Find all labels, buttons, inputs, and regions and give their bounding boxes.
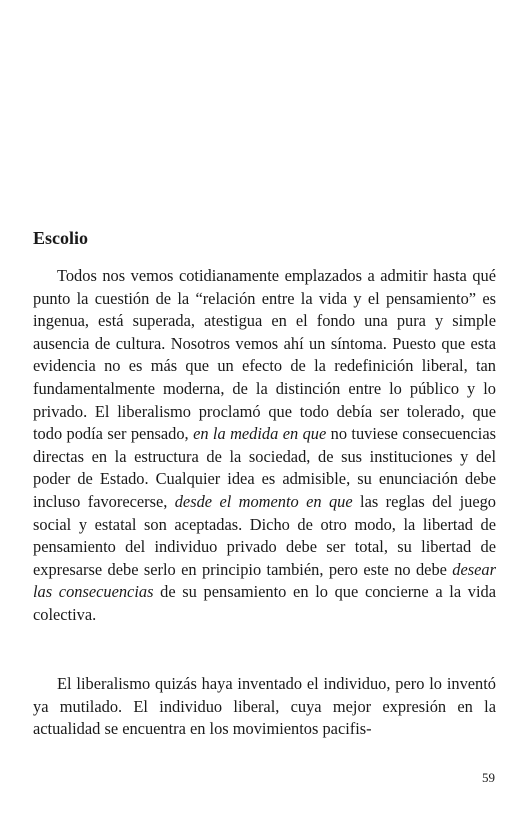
paragraph-2: El liberalismo quizás haya inventado el individuo, pero lo inventó ya mutilado. El individuo liberal, cuya mejor expresión en la actualidad se encuentra en los movimientos pacifis- <box>33 674 496 739</box>
italic-phrase-2: desde el momento en que <box>174 491 353 511</box>
paragraph-1 <box>33 265 496 627</box>
paragraph-1-text-a: Todos nos vemos cotidianamente emplazados a admitir hasta qué punto la cuestión de la “relación entre la vida y el pensamiento” es ingenua, está superada, atestigua en el fondo una pura y simple ausencia de cultura. Nosotros vemos ahí un síntoma. Puesto que esta evidencia no es más que un efecto de la redefinición liberal, tan fundamentalmente moderna, de la distinción entre lo público y lo privado. El liberalismo proclamó que todo debía ser tolerado, que todo podía ser pensado, <box>33 266 496 444</box>
italic-phrase-1: en la medida en que <box>193 424 327 444</box>
paragraph-1-text-c: las reglas del juego social y estatal son aceptadas. Dicho de otro modo, la libertad de pensamiento del individuo privado debe ser total, su libertad de expresarse debe serlo en principio también, pero este no debe <box>33 491 496 579</box>
paragraph-1-text-b: no tuviese consecuencias directas en la estructura de la sociedad, de sus instituciones y del poder de Estado. Cualquier idea es admisible, su enunciación debe incluso favorecerse, <box>33 424 496 511</box>
italic-phrase-3: desear las consecuencias <box>33 559 496 602</box>
page-number: 59 <box>482 770 495 785</box>
section-heading: Escolio <box>33 228 89 248</box>
paragraph-1-text-d: de su pensamiento en lo que concierne a la vida colectiva. <box>33 582 496 624</box>
